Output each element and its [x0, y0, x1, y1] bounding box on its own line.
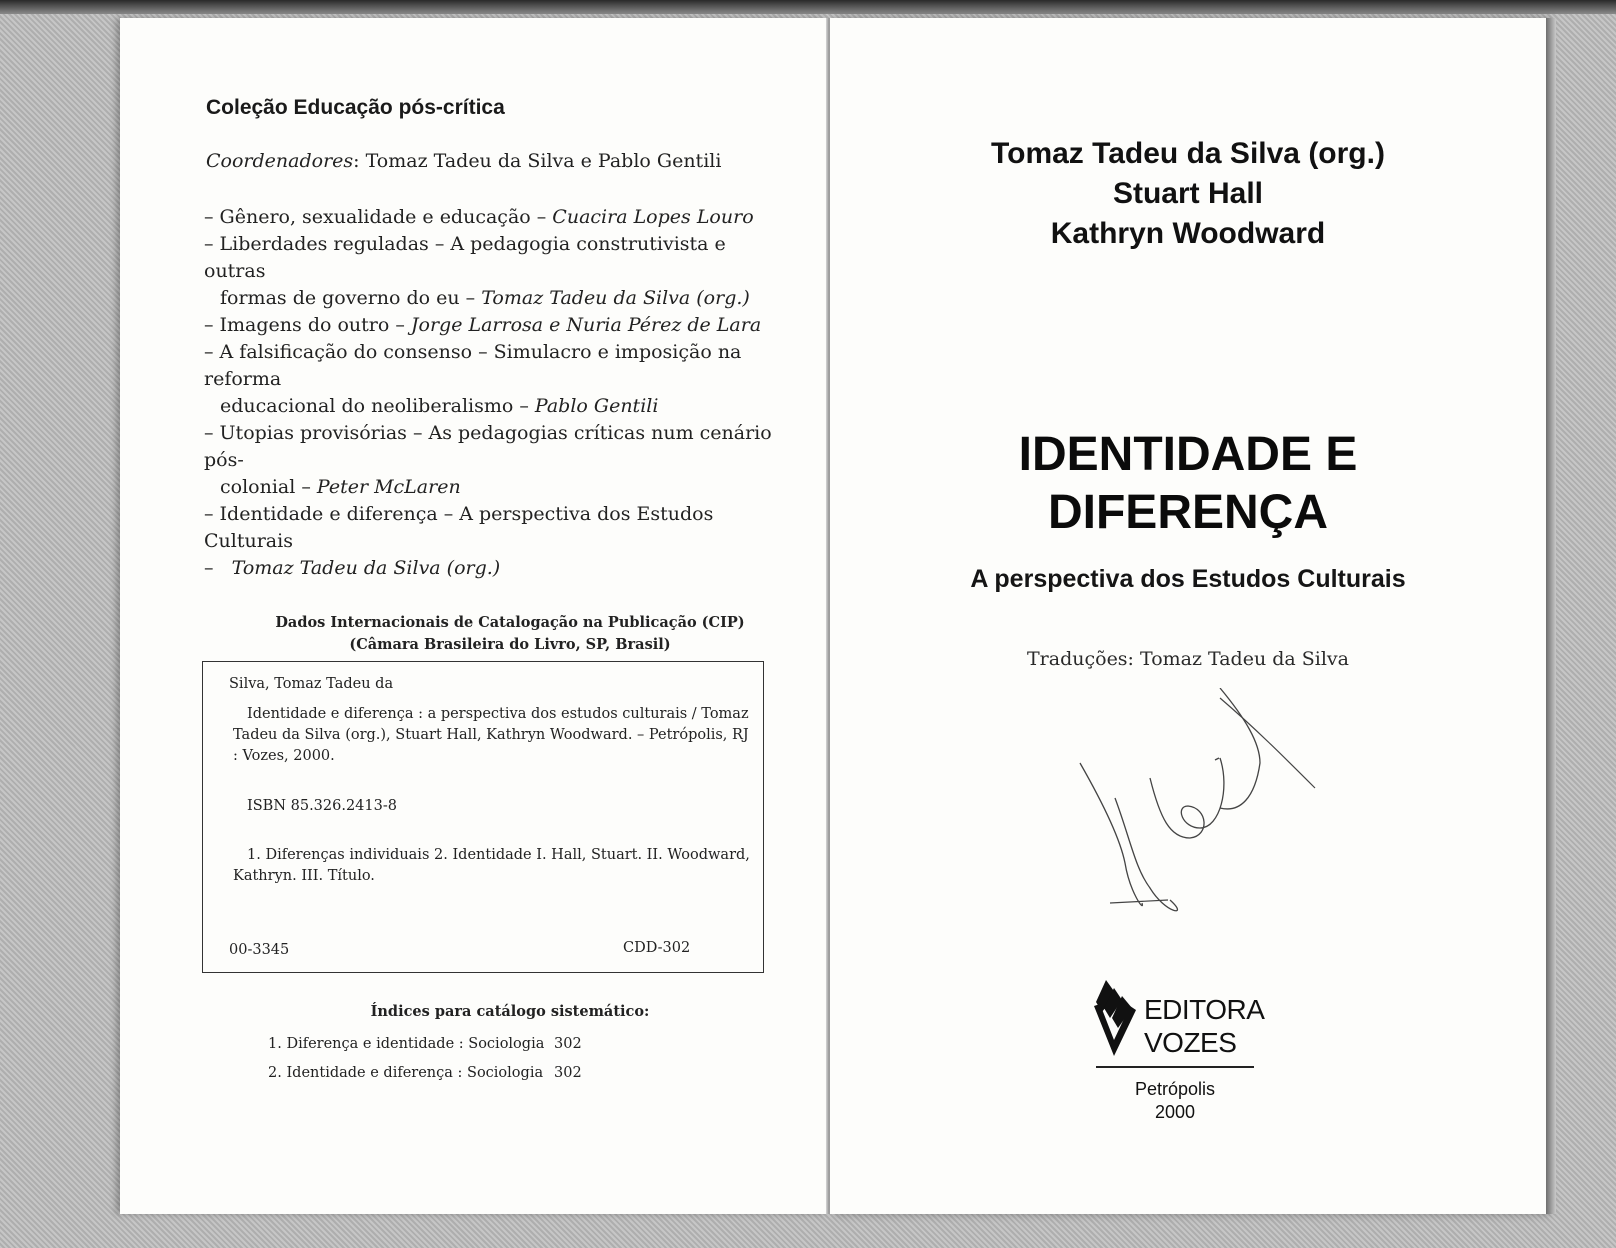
book-author: Tomaz Tadeu da Silva (org.)	[231, 557, 501, 579]
list-item	[268, 1030, 582, 1059]
cip-heading-line1: Dados Internacionais de Catalogação na Publicação (CIP)	[275, 614, 745, 631]
list-item	[268, 1059, 582, 1088]
book-title: – Liberdades reguladas – A pedagogia construtivista e outras	[204, 233, 726, 282]
author-name: Tomaz Tadeu da Silva (org.)	[991, 137, 1385, 170]
page-stack-edge	[1546, 18, 1556, 1214]
book-title-continued	[204, 474, 784, 501]
index-list	[268, 1030, 582, 1088]
scan-top-edge	[0, 0, 1616, 14]
book-title: – Gênero, sexualidade e educação –	[204, 206, 553, 228]
author-name: Stuart Hall	[1112, 177, 1264, 210]
list-item	[204, 420, 784, 501]
book-title-continued	[204, 393, 784, 420]
coordinators-line	[206, 150, 721, 172]
list-item	[204, 312, 784, 339]
book-title: –	[204, 557, 232, 579]
book-title-cont-text: formas de governo do eu –	[220, 287, 482, 309]
book-author: Jorge Larrosa e Nuria Pérez de Lara	[410, 314, 762, 336]
book-title-continued	[204, 285, 784, 312]
index-entry-label: 2. Identidade e diferença : Sociologia	[268, 1065, 544, 1081]
cip-author-entry: Silva, Tomaz Tadeu da	[229, 676, 394, 692]
book-title-line2: DIFERENÇA	[1047, 486, 1328, 539]
book-title: – Imagens do outro –	[204, 314, 411, 336]
coordinators-names: : Tomaz Tadeu da Silva e Pablo Gentili	[353, 150, 722, 172]
cip-description: Identidade e diferença : a perspectiva dos estudos culturais / Tomaz Tadeu da Silva (org.), Stuart Hall, Kathryn Woodward. – Petrópolis, RJ : Vozes, 2000.	[233, 706, 749, 764]
handwritten-signature	[1070, 688, 1330, 928]
list-item	[204, 231, 784, 312]
publisher-divider	[1096, 1066, 1254, 1068]
cip-number: 00-3345	[229, 942, 290, 958]
author-name: Kathryn Woodward	[1050, 217, 1326, 250]
right-page	[830, 18, 1546, 1214]
list-item	[204, 204, 784, 231]
book-title-line1: IDENTIDADE E	[1018, 428, 1358, 481]
imprint-year: 2000	[1154, 1102, 1196, 1122]
publisher-line2: VOZES	[1144, 1027, 1237, 1058]
cip-record-box	[202, 661, 764, 973]
book-title: – Identidade e diferença – A perspectiva dos Estudos Culturais	[204, 503, 714, 552]
publisher-line1: EDITORA	[1144, 994, 1265, 1025]
index-entry-label: 1. Diferença e identidade : Sociologia	[268, 1036, 545, 1052]
list-item	[204, 339, 784, 420]
imprint-city: Petrópolis	[1134, 1079, 1216, 1099]
book-list	[204, 204, 784, 582]
book-title: – A falsificação do consenso – Simulacro e imposição na reforma	[204, 341, 742, 390]
cip-subjects: 1. Diferenças individuais 2. Identidade I. Hall, Stuart. II. Woodward, Kathryn. III. Título.	[233, 847, 750, 884]
publisher-name	[1144, 993, 1264, 1059]
list-item	[204, 501, 784, 555]
cip-isbn: ISBN 85.326.2413-8	[247, 798, 397, 814]
vozes-logo-icon	[1092, 978, 1138, 1058]
left-page	[120, 18, 828, 1214]
coordinators-label: Coordenadores	[206, 150, 354, 172]
imprint	[1096, 1078, 1254, 1124]
book-author: Peter McLaren	[316, 476, 461, 498]
book-title	[830, 426, 1546, 542]
cip-heading	[240, 612, 780, 656]
index-heading: Índices para catálogo sistemático:	[370, 1003, 650, 1020]
series-title: Coleção Educação pós-crítica	[206, 96, 505, 119]
book-title-cont-text: colonial –	[220, 476, 317, 498]
book-title-cont-text: educacional do neoliberalismo –	[220, 395, 535, 417]
index-entry-code: 302	[554, 1036, 582, 1052]
book-author: Tomaz Tadeu da Silva (org.)	[481, 287, 750, 309]
authors-block	[830, 134, 1546, 254]
translations-credit: Traduções: Tomaz Tadeu da Silva	[1027, 648, 1349, 670]
index-entry-code: 302	[554, 1065, 582, 1081]
book-title: – Utopias provisórias – As pedagogias críticas num cenário pós-	[204, 422, 772, 471]
cip-heading-line2: (Câmara Brasileira do Livro, SP, Brasil)	[349, 636, 671, 653]
list-item	[204, 555, 784, 582]
book-author: Pablo Gentili	[534, 395, 659, 417]
book-author: Cuacira Lopes Louro	[552, 206, 754, 228]
cip-cdd: CDD-302	[623, 940, 691, 956]
book-subtitle: A perspectiva dos Estudos Culturais	[970, 565, 1406, 593]
